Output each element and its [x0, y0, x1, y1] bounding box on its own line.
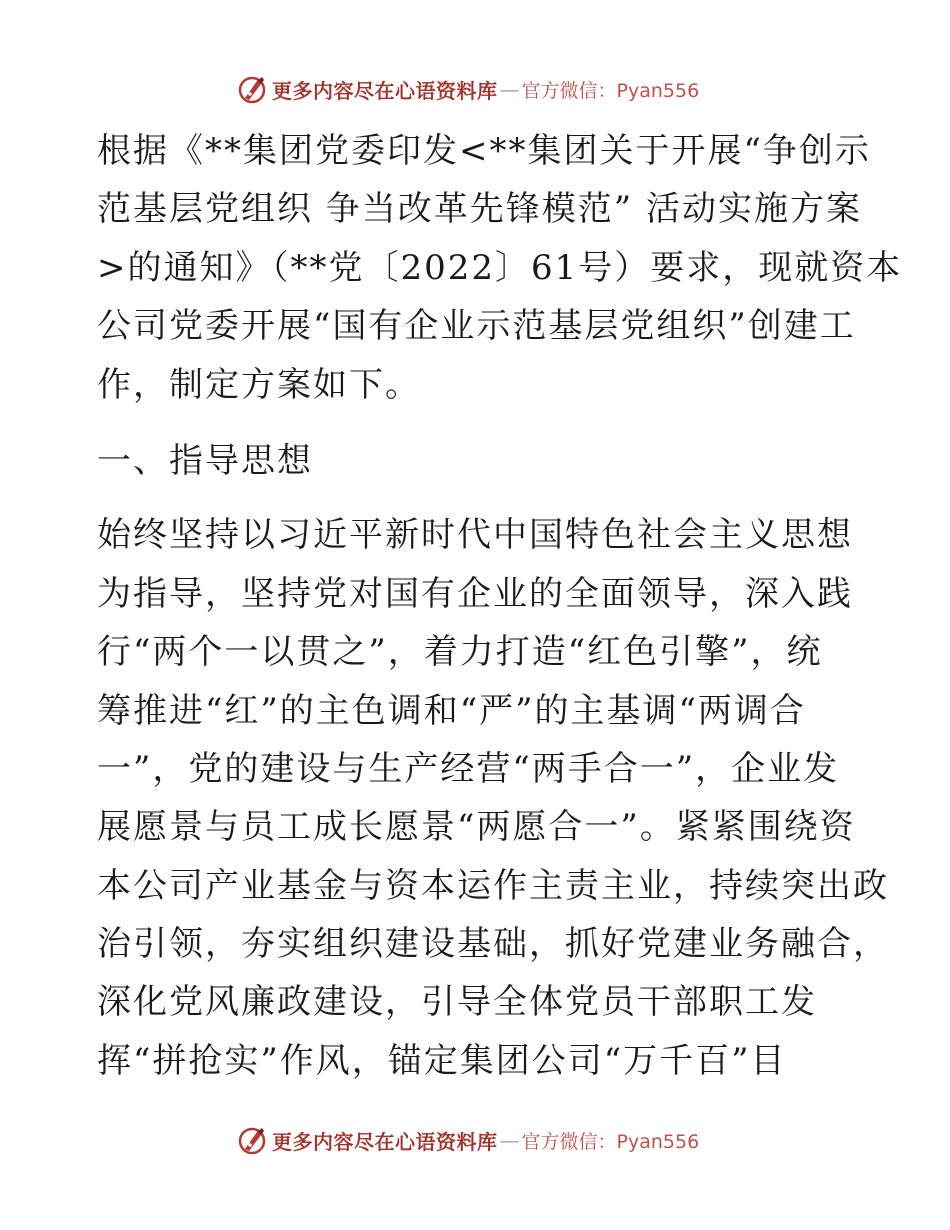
text-line: 始终坚持以习近平新时代中国特色社会主义思想 — [97, 515, 853, 556]
text-line: 为指导，坚持党对国有企业的全面领导，深入践 — [97, 573, 853, 614]
header-watermark — [236, 72, 699, 106]
watermark-brand-text: 更多内容尽在心语资料库 — [272, 1129, 498, 1154]
text-line: 作，制定方案如下。 — [97, 364, 421, 405]
pen-nib-logo-icon — [236, 73, 268, 105]
text-line: 一”，党的建设与生产经营“两手合一”，企业发 — [97, 748, 840, 789]
text-line: 筹推进“红”的主色调和“严”的主基调“两调合 — [97, 690, 806, 731]
text-line: 本公司产业基金与资本运作主责主业，持续突出政 — [97, 865, 889, 906]
watermark-brand-text: 更多内容尽在心语资料库 — [272, 78, 498, 103]
intro-paragraph — [97, 122, 903, 414]
text-line: 挥“拼抢实”作风，锚定集团公司“万千百”目 — [97, 1040, 787, 1081]
text-line: 根据《**集团党委印发<**集团关于开展“争创示 — [97, 131, 871, 171]
watermark-dash: — — [499, 77, 520, 101]
watermark-contact-text: 官方微信：Pyan556 — [521, 1130, 700, 1153]
document-body — [97, 122, 903, 1090]
text-line: 范基层党组织 争当改革先锋模范” 活动实施方案 — [97, 189, 862, 230]
watermark-contact-text: 官方微信：Pyan556 — [521, 79, 700, 102]
pen-nib-logo-icon — [236, 1124, 268, 1156]
text-line: 展愿景与员工成长愿景“两愿合一”。紧紧围绕资 — [97, 807, 856, 848]
text-line: >的通知》（**党〔2022〕61号）要求，现就资本 — [97, 247, 903, 288]
text-line: 公司党委开展“国有企业示范基层党组织”创建工 — [97, 306, 856, 347]
section-heading: 一、指导思想 — [97, 440, 313, 481]
footer-watermark — [236, 1123, 699, 1157]
watermark-dash: — — [499, 1128, 520, 1152]
text-line: 深化党风廉政建设，引导全体党员干部职工发 — [97, 982, 817, 1023]
text-line: 治引领，夯实组织建设基础，抓好党建业务融合， — [97, 924, 889, 965]
text-line: 行“两个一以贯之”，着力打造“红色引擎”，统 — [97, 632, 823, 673]
guiding-thought-paragraph — [97, 506, 889, 1090]
